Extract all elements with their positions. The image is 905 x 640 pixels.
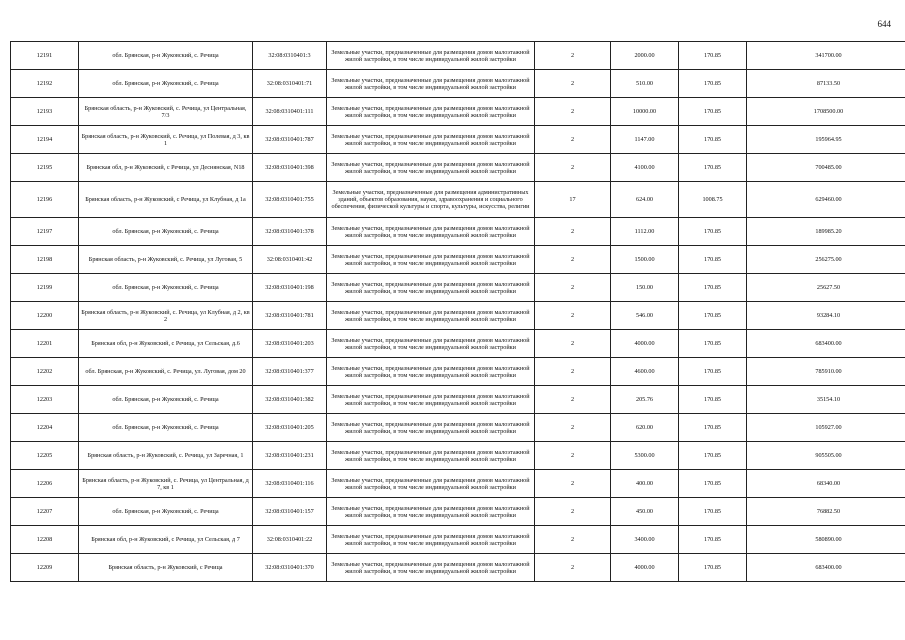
specific-value-cell: 170.85	[679, 554, 747, 582]
specific-value-cell: 1008.75	[679, 182, 747, 218]
cadastral-number-cell: 32:08:0310401:205	[253, 414, 327, 442]
use-group-cell: 2	[535, 386, 611, 414]
specific-value-cell: 170.85	[679, 42, 747, 70]
permitted-use-cell: Земельные участки, предназначенные для размещения домов малоэтажной жилой застройки, в том числе индивидуальной жилой застройки	[327, 154, 535, 182]
cadastral-number-cell: 32:08:0310401:231	[253, 442, 327, 470]
area-cell: 1112.00	[611, 218, 679, 246]
row-number: 12204	[11, 414, 79, 442]
area-cell: 4100.00	[611, 154, 679, 182]
permitted-use-cell: Земельные участки, предназначенные для размещения домов малоэтажной жилой застройки, в том числе индивидуальной жилой застройки	[327, 98, 535, 126]
table-row	[11, 330, 905, 358]
row-number: 12202	[11, 358, 79, 386]
row-number: 12194	[11, 126, 79, 154]
use-group-cell: 2	[535, 218, 611, 246]
permitted-use-cell: Земельные участки, предназначенные для размещения домов малоэтажной жилой застройки, в том числе индивидуальной жилой застройки	[327, 526, 535, 554]
area-cell: 150.00	[611, 274, 679, 302]
table-row	[11, 182, 905, 218]
cadastral-number-cell: 32:08:0310401:111	[253, 98, 327, 126]
cadastral-number-cell: 32:08:0310401:382	[253, 386, 327, 414]
specific-value-cell: 170.85	[679, 498, 747, 526]
cadastral-value-cell: 700485.00	[747, 154, 905, 182]
permitted-use-cell: Земельные участки, предназначенные для размещения домов малоэтажной жилой застройки, в том числе индивидуальной жилой застройки	[327, 218, 535, 246]
use-group-cell: 2	[535, 98, 611, 126]
specific-value-cell: 170.85	[679, 126, 747, 154]
address-cell: Брянская область, р-н Жуковский, с. Речица, ул Центральная, д 7, кв 1	[79, 470, 253, 498]
row-number: 12197	[11, 218, 79, 246]
cadastral-value-cell: 68340.00	[747, 470, 905, 498]
row-number: 12198	[11, 246, 79, 274]
cadastral-number-cell: 32:08:0310401:378	[253, 218, 327, 246]
permitted-use-cell: Земельные участки, предназначенные для размещения домов малоэтажной жилой застройки, в том числе индивидуальной жилой застройки	[327, 414, 535, 442]
cadastral-number-cell: 32:08:0310401:22	[253, 526, 327, 554]
use-group-cell: 2	[535, 330, 611, 358]
cadastral-value-cell: 87133.50	[747, 70, 905, 98]
area-cell: 1147.00	[611, 126, 679, 154]
use-group-cell: 2	[535, 42, 611, 70]
use-group-cell: 2	[535, 126, 611, 154]
cadastral-number-cell: 32:08:0310401:377	[253, 358, 327, 386]
table-row	[11, 470, 905, 498]
table-row	[11, 246, 905, 274]
area-cell: 546.00	[611, 302, 679, 330]
use-group-cell: 2	[535, 554, 611, 582]
area-cell: 10000.00	[611, 98, 679, 126]
permitted-use-cell: Земельные участки, предназначенные для размещения административных зданий, объектов образования, науки, здравоохранения и социального обеспечения, физической культуры и спорта, культуры, искусства, религии	[327, 182, 535, 218]
land-plot-table	[10, 41, 905, 582]
table-body	[11, 42, 905, 582]
cadastral-number-cell: 32:08:0310401:203	[253, 330, 327, 358]
use-group-cell: 2	[535, 246, 611, 274]
row-number: 12196	[11, 182, 79, 218]
area-cell: 400.00	[611, 470, 679, 498]
specific-value-cell: 170.85	[679, 302, 747, 330]
cadastral-number-cell: 32:08:0310401:42	[253, 246, 327, 274]
specific-value-cell: 170.85	[679, 386, 747, 414]
area-cell: 4000.00	[611, 330, 679, 358]
use-group-cell: 2	[535, 442, 611, 470]
address-cell: обл. Брянская, р-н Жуковский, с. Речица	[79, 42, 253, 70]
area-cell: 4600.00	[611, 358, 679, 386]
permitted-use-cell: Земельные участки, предназначенные для размещения домов малоэтажной жилой застройки, в том числе индивидуальной жилой застройки	[327, 358, 535, 386]
specific-value-cell: 170.85	[679, 526, 747, 554]
cadastral-number-cell: 32:08:0310401:787	[253, 126, 327, 154]
table-row	[11, 70, 905, 98]
address-cell: обл. Брянская, р-н Жуковский, с. Речица	[79, 274, 253, 302]
address-cell: Брянская обл, р-н Жуковский, с Речица, ул Сельская, д.6	[79, 330, 253, 358]
table-row	[11, 442, 905, 470]
specific-value-cell: 170.85	[679, 330, 747, 358]
row-number: 12195	[11, 154, 79, 182]
area-cell: 510.00	[611, 70, 679, 98]
cadastral-number-cell: 32:08:0310401:370	[253, 554, 327, 582]
cadastral-value-cell: 785910.00	[747, 358, 905, 386]
cadastral-value-cell: 256275.00	[747, 246, 905, 274]
cadastral-value-cell: 905505.00	[747, 442, 905, 470]
address-cell: Брянская область, р-н Жуковский, с. Речица, ул Заречная, 1	[79, 442, 253, 470]
use-group-cell: 2	[535, 274, 611, 302]
cadastral-number-cell: 32:08:0310401:157	[253, 498, 327, 526]
table-row	[11, 218, 905, 246]
specific-value-cell: 170.85	[679, 470, 747, 498]
specific-value-cell: 170.85	[679, 246, 747, 274]
permitted-use-cell: Земельные участки, предназначенные для размещения домов малоэтажной жилой застройки, в том числе индивидуальной жилой застройки	[327, 554, 535, 582]
row-number: 12191	[11, 42, 79, 70]
permitted-use-cell: Земельные участки, предназначенные для размещения домов малоэтажной жилой застройки, в том числе индивидуальной жилой застройки	[327, 246, 535, 274]
cadastral-value-cell: 35154.10	[747, 386, 905, 414]
cadastral-number-cell: 32:08:0310401:398	[253, 154, 327, 182]
address-cell: обл. Брянская, р-н Жуковский, с. Речица, ул. Луговая, дом 20	[79, 358, 253, 386]
address-cell: Брянская область, р-н Жуковский, с Речица	[79, 554, 253, 582]
cadastral-number-cell: 32:08:0310401:755	[253, 182, 327, 218]
cadastral-value-cell: 25627.50	[747, 274, 905, 302]
table-row	[11, 526, 905, 554]
address-cell: Брянская обл, р-н Жуковский, с Речица, ул Деснянская, N18	[79, 154, 253, 182]
area-cell: 2000.00	[611, 42, 679, 70]
cadastral-value-cell: 1708500.00	[747, 98, 905, 126]
use-group-cell: 2	[535, 154, 611, 182]
permitted-use-cell: Земельные участки, предназначенные для размещения домов малоэтажной жилой застройки, в том числе индивидуальной жилой застройки	[327, 42, 535, 70]
row-number: 12200	[11, 302, 79, 330]
area-cell: 3400.00	[611, 526, 679, 554]
address-cell: обл. Брянская, р-н Жуковский, с. Речица	[79, 70, 253, 98]
row-number: 12199	[11, 274, 79, 302]
cadastral-value-cell: 629460.00	[747, 182, 905, 218]
specific-value-cell: 170.85	[679, 218, 747, 246]
area-cell: 1500.00	[611, 246, 679, 274]
permitted-use-cell: Земельные участки, предназначенные для размещения домов малоэтажной жилой застройки, в том числе индивидуальной жилой застройки	[327, 386, 535, 414]
address-cell: Брянская область, р-н Жуковский, с Речица, ул Клубная, д 1а	[79, 182, 253, 218]
use-group-cell: 17	[535, 182, 611, 218]
permitted-use-cell: Земельные участки, предназначенные для размещения домов малоэтажной жилой застройки, в том числе индивидуальной жилой застройки	[327, 330, 535, 358]
cadastral-number-cell: 32:08:0310401:3	[253, 42, 327, 70]
cadastral-value-cell: 683400.00	[747, 554, 905, 582]
address-cell: обл. Брянская, р-н Жуковский, с. Речица	[79, 218, 253, 246]
cadastral-value-cell: 195964.95	[747, 126, 905, 154]
cadastral-value-cell: 93284.10	[747, 302, 905, 330]
row-number: 12193	[11, 98, 79, 126]
permitted-use-cell: Земельные участки, предназначенные для размещения домов малоэтажной жилой застройки, в том числе индивидуальной жилой застройки	[327, 274, 535, 302]
specific-value-cell: 170.85	[679, 414, 747, 442]
table-row	[11, 358, 905, 386]
cadastral-value-cell: 105927.00	[747, 414, 905, 442]
area-cell: 450.00	[611, 498, 679, 526]
address-cell: Брянская обл, р-н Жуковский, с Речица, ул Сельская, д 7	[79, 526, 253, 554]
area-cell: 5300.00	[611, 442, 679, 470]
table-row	[11, 554, 905, 582]
table-row	[11, 42, 905, 70]
address-cell: обл. Брянская, р-н Жуковский, с. Речица	[79, 386, 253, 414]
cadastral-number-cell: 32:08:0310401:116	[253, 470, 327, 498]
use-group-cell: 2	[535, 70, 611, 98]
cadastral-value-cell: 76882.50	[747, 498, 905, 526]
area-cell: 205.76	[611, 386, 679, 414]
address-cell: обл. Брянская, р-н Жуковский, с. Речица	[79, 498, 253, 526]
permitted-use-cell: Земельные участки, предназначенные для размещения домов малоэтажной жилой застройки, в том числе индивидуальной жилой застройки	[327, 126, 535, 154]
permitted-use-cell: Земельные участки, предназначенные для размещения домов малоэтажной жилой застройки, в том числе индивидуальной жилой застройки	[327, 498, 535, 526]
page-number: 644	[877, 19, 891, 29]
address-cell: Брянская область, р-н Жуковский, с. Речица, ул Луговая, 5	[79, 246, 253, 274]
permitted-use-cell: Земельные участки, предназначенные для размещения домов малоэтажной жилой застройки, в том числе индивидуальной жилой застройки	[327, 70, 535, 98]
use-group-cell: 2	[535, 302, 611, 330]
specific-value-cell: 170.85	[679, 274, 747, 302]
row-number: 12206	[11, 470, 79, 498]
row-number: 12207	[11, 498, 79, 526]
cadastral-value-cell: 341700.00	[747, 42, 905, 70]
cadastral-number-cell: 32:08:0310401:71	[253, 70, 327, 98]
use-group-cell: 2	[535, 526, 611, 554]
table-row	[11, 274, 905, 302]
table-row	[11, 498, 905, 526]
row-number: 12209	[11, 554, 79, 582]
use-group-cell: 2	[535, 498, 611, 526]
address-cell: Брянская область, р-н Жуковский, с. Речица, ул Клубная, д 2, кв 2	[79, 302, 253, 330]
table-row	[11, 302, 905, 330]
permitted-use-cell: Земельные участки, предназначенные для размещения домов малоэтажной жилой застройки, в том числе индивидуальной жилой застройки	[327, 302, 535, 330]
specific-value-cell: 170.85	[679, 70, 747, 98]
table-row	[11, 414, 905, 442]
table-row	[11, 386, 905, 414]
specific-value-cell: 170.85	[679, 358, 747, 386]
address-cell: Брянская область, р-н Жуковский, с. Речица, ул Полевая, д 3, кв 1	[79, 126, 253, 154]
row-number: 12208	[11, 526, 79, 554]
row-number: 12201	[11, 330, 79, 358]
area-cell: 4000.00	[611, 554, 679, 582]
specific-value-cell: 170.85	[679, 154, 747, 182]
address-cell: Брянская область, р-н Жуковский, с. Речица, ул Центральная, 7/3	[79, 98, 253, 126]
address-cell: обл. Брянская, р-н Жуковский, с. Речица	[79, 414, 253, 442]
specific-value-cell: 170.85	[679, 98, 747, 126]
row-number: 12192	[11, 70, 79, 98]
area-cell: 624.00	[611, 182, 679, 218]
permitted-use-cell: Земельные участки, предназначенные для размещения домов малоэтажной жилой застройки, в том числе индивидуальной жилой застройки	[327, 442, 535, 470]
specific-value-cell: 170.85	[679, 442, 747, 470]
row-number: 12205	[11, 442, 79, 470]
cadastral-number-cell: 32:08:0310401:781	[253, 302, 327, 330]
table-row	[11, 154, 905, 182]
table-row	[11, 98, 905, 126]
cadastral-value-cell: 189985.20	[747, 218, 905, 246]
area-cell: 620.00	[611, 414, 679, 442]
use-group-cell: 2	[535, 358, 611, 386]
use-group-cell: 2	[535, 470, 611, 498]
cadastral-number-cell: 32:08:0310401:198	[253, 274, 327, 302]
cadastral-value-cell: 683400.00	[747, 330, 905, 358]
use-group-cell: 2	[535, 414, 611, 442]
table-row	[11, 126, 905, 154]
row-number: 12203	[11, 386, 79, 414]
cadastral-value-cell: 580890.00	[747, 526, 905, 554]
permitted-use-cell: Земельные участки, предназначенные для размещения домов малоэтажной жилой застройки, в том числе индивидуальной жилой застройки	[327, 470, 535, 498]
